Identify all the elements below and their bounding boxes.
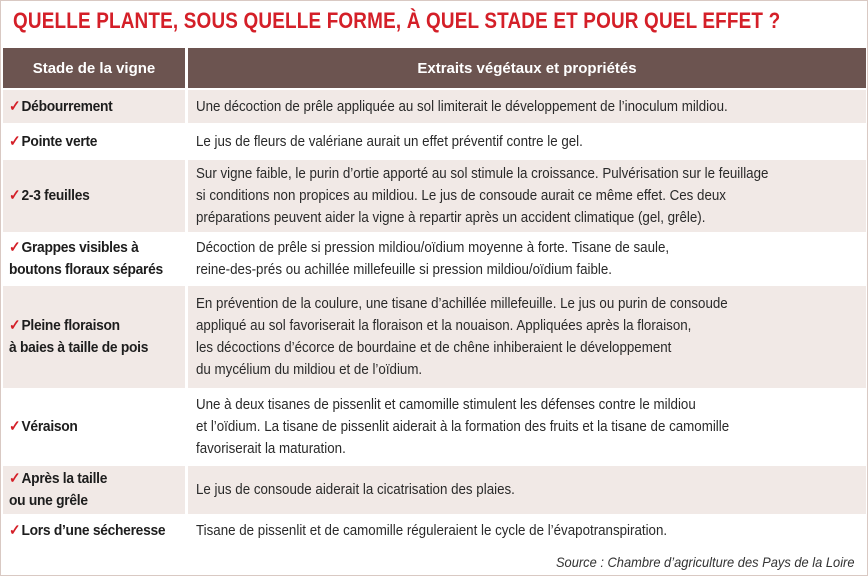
stage-label: à baies à taille de pois: [9, 339, 149, 356]
checkmark-icon: ✓: [9, 239, 21, 256]
stage-label: boutons floraux séparés: [9, 261, 163, 278]
stage-cell: [3, 465, 187, 515]
checkmark-icon: ✓: [9, 132, 21, 150]
stage-label: Pleine floraison: [21, 317, 120, 334]
stage-cell: [3, 233, 187, 285]
description-line: appliqué au sol favoriserait la floraison et la nouaison. Appliquées après la floraison,: [196, 318, 692, 334]
checkmark-icon: ✓: [9, 97, 21, 115]
table-row: [3, 124, 866, 159]
stage-label: Pointe verte: [21, 132, 98, 150]
description-line: Sur vigne faible, le purin d’ortie apporté au sol stimule la croissance. Pulvérisation sur le feuillage: [196, 166, 769, 182]
table-row: [3, 389, 866, 465]
stage-label: Grappes visibles à: [21, 239, 139, 256]
extract-description-cell: [187, 233, 867, 285]
stage-label: Lors d’une sécheresse: [21, 521, 166, 539]
page-title: QUELLE PLANTE, SOUS QUELLE FORME, À QUEL STADE ET POUR QUEL EFFET ?: [13, 8, 781, 33]
description-line: Tisane de pissenlit et de camomille réguleraient le cycle de l’évapotranspiration.: [196, 522, 668, 539]
extract-description-cell: [187, 515, 867, 545]
checkmark-icon: ✓: [9, 470, 21, 487]
description-line: Une à deux tisanes de pissenlit et camomille stimulent les défenses contre le mildiou: [196, 397, 696, 413]
stage-label: Après la taille: [21, 470, 108, 487]
description-line: et l’oïdium. La tisane de pissenlit aiderait à la formation des fruits et la tisane de camomille: [196, 419, 730, 435]
stage-cell: [3, 124, 187, 159]
table-body: [3, 89, 866, 545]
table-row: [3, 233, 866, 285]
header-stage: Stade de la vigne: [3, 48, 187, 89]
description-line: Le jus de consoude aiderait la cicatrisation des plaies.: [196, 482, 515, 498]
description-line: Décoction de prêle si pression mildiou/oïdium moyenne à forte. Tisane de saule,: [196, 240, 670, 256]
checkmark-icon: ✓: [9, 317, 21, 334]
stage-cell: [3, 515, 187, 545]
description-line: les décoctions d’écorce de bourdaine et de chêne inhiberaient le développement: [196, 340, 672, 356]
table-row: [3, 159, 866, 233]
stage-cell: [3, 389, 187, 465]
table-row: [3, 515, 866, 545]
description-line: si conditions non propices au mildiou. Le jus de consoude aurait ce même effet. Ces deux: [196, 188, 726, 204]
header-extracts: Extraits végétaux et propriétés: [187, 48, 867, 89]
description-line: reine-des-prés ou achillée millefeuille si pression mildiou/oïdium faible.: [196, 262, 612, 278]
extract-description-cell: [187, 124, 867, 159]
stage-cell: [3, 285, 187, 389]
description-line: En prévention de la coulure, une tisane d’achillée millefeuille. Le jus ou purin de consoude: [196, 296, 728, 312]
checkmark-icon: ✓: [9, 521, 21, 539]
checkmark-icon: ✓: [9, 187, 21, 204]
source-credit: Source : Chambre d’agriculture des Pays de la Loire: [556, 554, 855, 570]
checkmark-icon: ✓: [9, 418, 21, 435]
table-header-row: [3, 48, 866, 89]
stage-label: ou une grêle: [9, 492, 88, 509]
plant-extracts-table: [3, 48, 866, 545]
extract-description-cell: [187, 159, 867, 233]
table-row: [3, 465, 866, 515]
stage-label: Véraison: [21, 418, 78, 435]
stage-cell: [3, 89, 187, 124]
extract-description-cell: [187, 89, 867, 124]
table-row: [3, 285, 866, 389]
stage-cell: [3, 159, 187, 233]
extract-description-cell: [187, 389, 867, 465]
description-line: du mycélium du mildiou et de l’oïdium.: [196, 362, 423, 378]
description-line: préparations peuvent aider la vigne à repartir après un accident climatique (gel, grêle).: [196, 210, 706, 226]
description-line: Le jus de fleurs de valériane aurait un effet préventif contre le gel.: [196, 133, 583, 150]
description-line: Une décoction de prêle appliquée au sol limiterait le développement de l’inoculum mildiou.: [196, 98, 728, 115]
stage-label: Débourrement: [21, 97, 113, 115]
table-row: [3, 89, 866, 124]
description-line: favoriserait la maturation.: [196, 441, 346, 457]
extract-description-cell: [187, 465, 867, 515]
extract-description-cell: [187, 285, 867, 389]
stage-label: 2-3 feuilles: [21, 187, 90, 204]
